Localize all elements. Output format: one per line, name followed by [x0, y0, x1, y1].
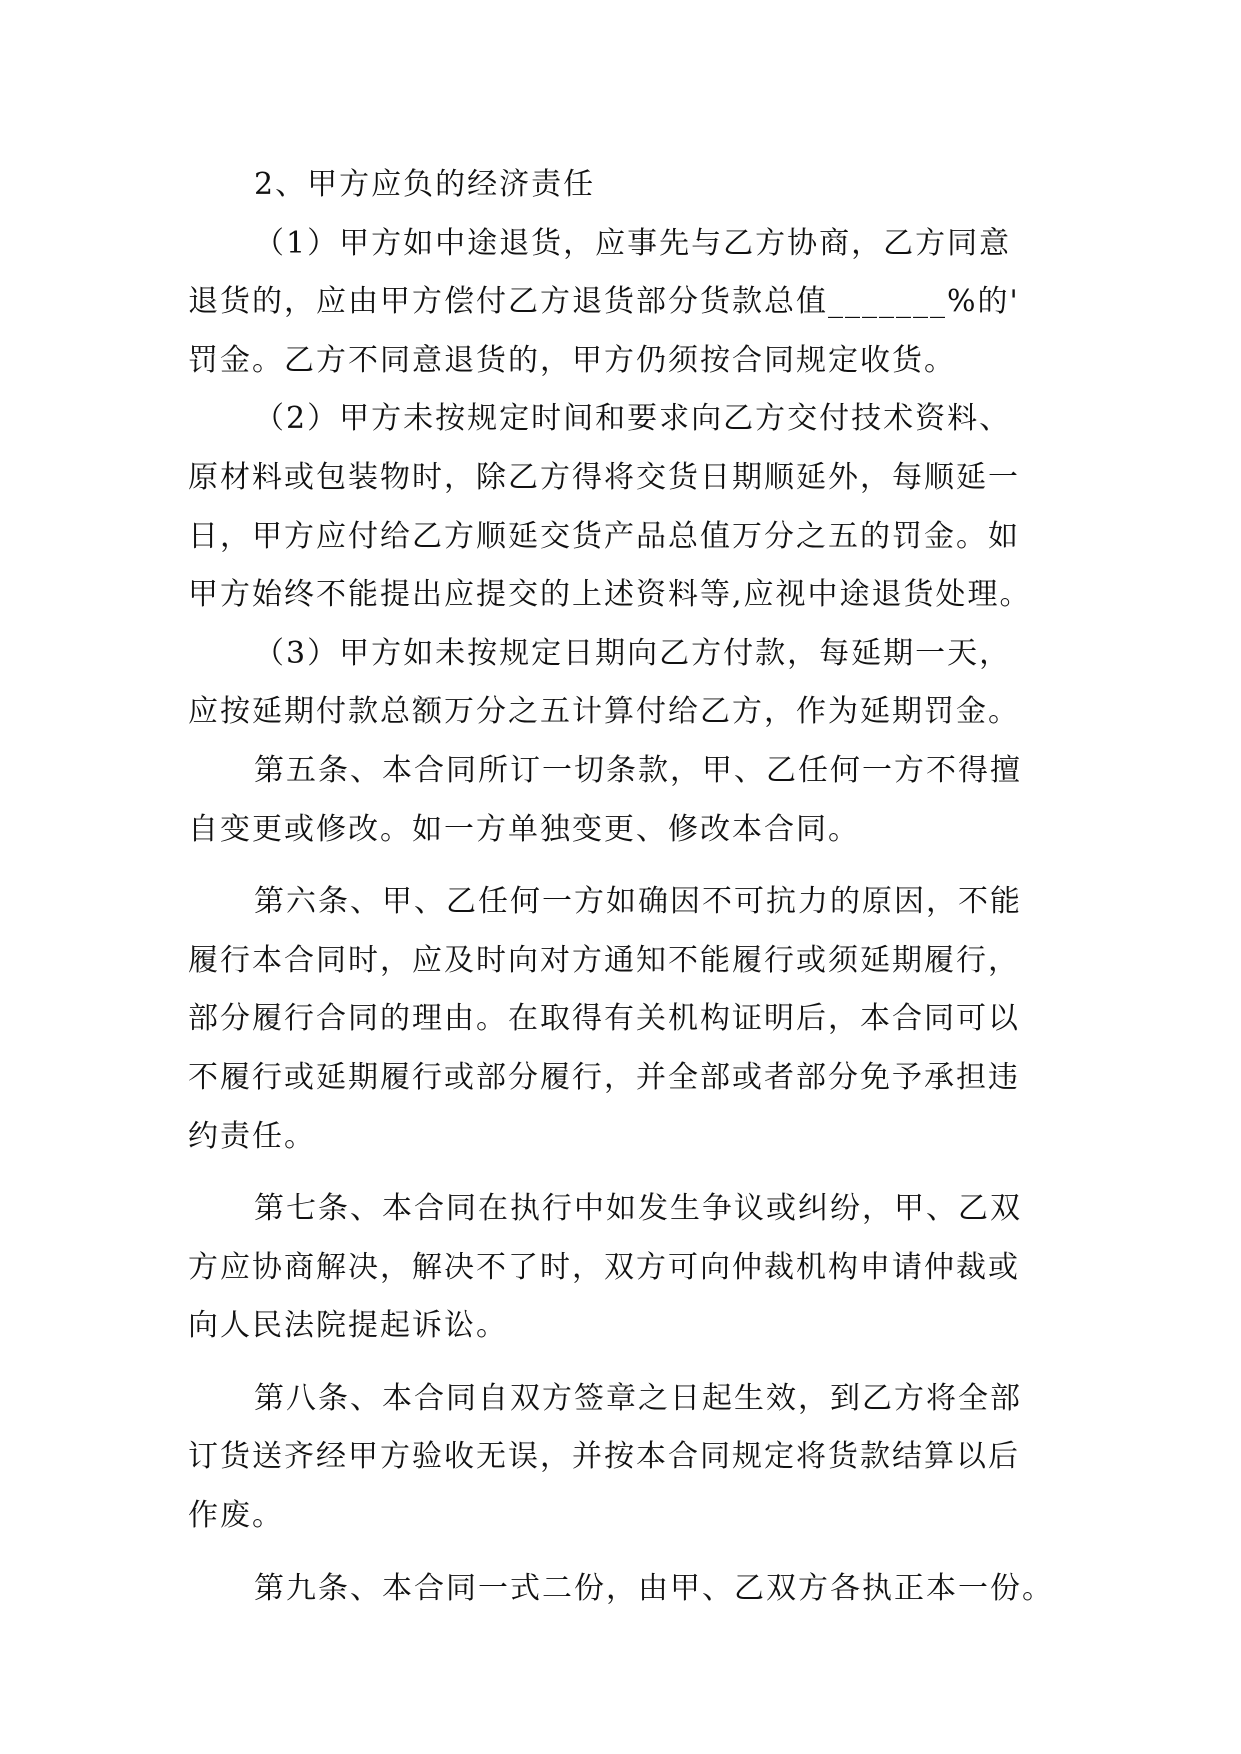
paragraph-line: （2）甲方未按规定时间和要求向乙方交付技术资料、	[254, 401, 1012, 437]
paragraph-line: （3）甲方如未按规定日期向乙方付款，每延期一天，	[254, 635, 1012, 671]
paragraph-line: 作废。	[188, 1498, 284, 1534]
paragraph-line: 日，甲方应付给乙方顺延交货产品总值万分之五的罚金。如	[188, 518, 1020, 554]
paragraph-line: 方应协商解决，解决不了时，双方可向仲裁机构申请仲裁或	[188, 1249, 1020, 1285]
paragraph-line: 罚金。乙方不同意退货的，甲方仍须按合同规定收货。	[188, 342, 956, 378]
paragraph-line: 履行本合同时，应及时向对方通知不能履行或须延期履行，	[188, 942, 1020, 978]
article-eight-line: 第八条、本合同自双方签章之日起生效，到乙方将全部	[254, 1380, 1022, 1416]
section-heading: 2、甲方应负的经济责任	[254, 167, 596, 202]
paragraph-line: （1）甲方如中途退货，应事先与乙方协商，乙方同意	[254, 225, 1012, 261]
paragraph-line: 原材料或包装物时，除乙方得将交货日期顺延外，每顺延一	[188, 459, 1020, 495]
article-five-line: 第五条、本合同所订一切条款，甲、乙任何一方不得擅	[254, 752, 1022, 788]
contract-text	[188, 156, 1068, 1618]
article-nine-line: 第九条、本合同一式二份，由甲、乙双方各执正本一份。	[254, 1570, 1054, 1606]
paragraph-line: 约责任。	[188, 1118, 316, 1154]
paragraph-line: 应按延期付款总额万分之五计算付给乙方，作为延期罚金。	[188, 694, 1020, 730]
paragraph-line: 自变更或修改。如一方单独变更、修改本合同。	[188, 811, 860, 847]
paragraph-line: 向人民法院提起诉讼。	[188, 1308, 508, 1344]
paragraph-line: 部分履行合同的理由。在取得有关机构证明后，本合同可以	[188, 1001, 1020, 1037]
paragraph-line: 退货的，应由甲方偿付乙方退货部分货款总值_______%的'	[188, 284, 1020, 320]
paragraph-line: 不履行或延期履行或部分履行，并全部或者部分免予承担违	[188, 1059, 1020, 1095]
paragraph-line: 甲方始终不能提出应提交的上述资料等,应视中途退货处理。	[188, 577, 1032, 613]
paragraph-line: 订货送齐经甲方验收无误，并按本合同规定将货款结算以后	[188, 1439, 1020, 1475]
article-six-line: 第六条、甲、乙任何一方如确因不可抗力的原因，不能	[254, 884, 1022, 920]
article-seven-line: 第七条、本合同在执行中如发生争议或纠纷，甲、乙双	[254, 1191, 1022, 1227]
